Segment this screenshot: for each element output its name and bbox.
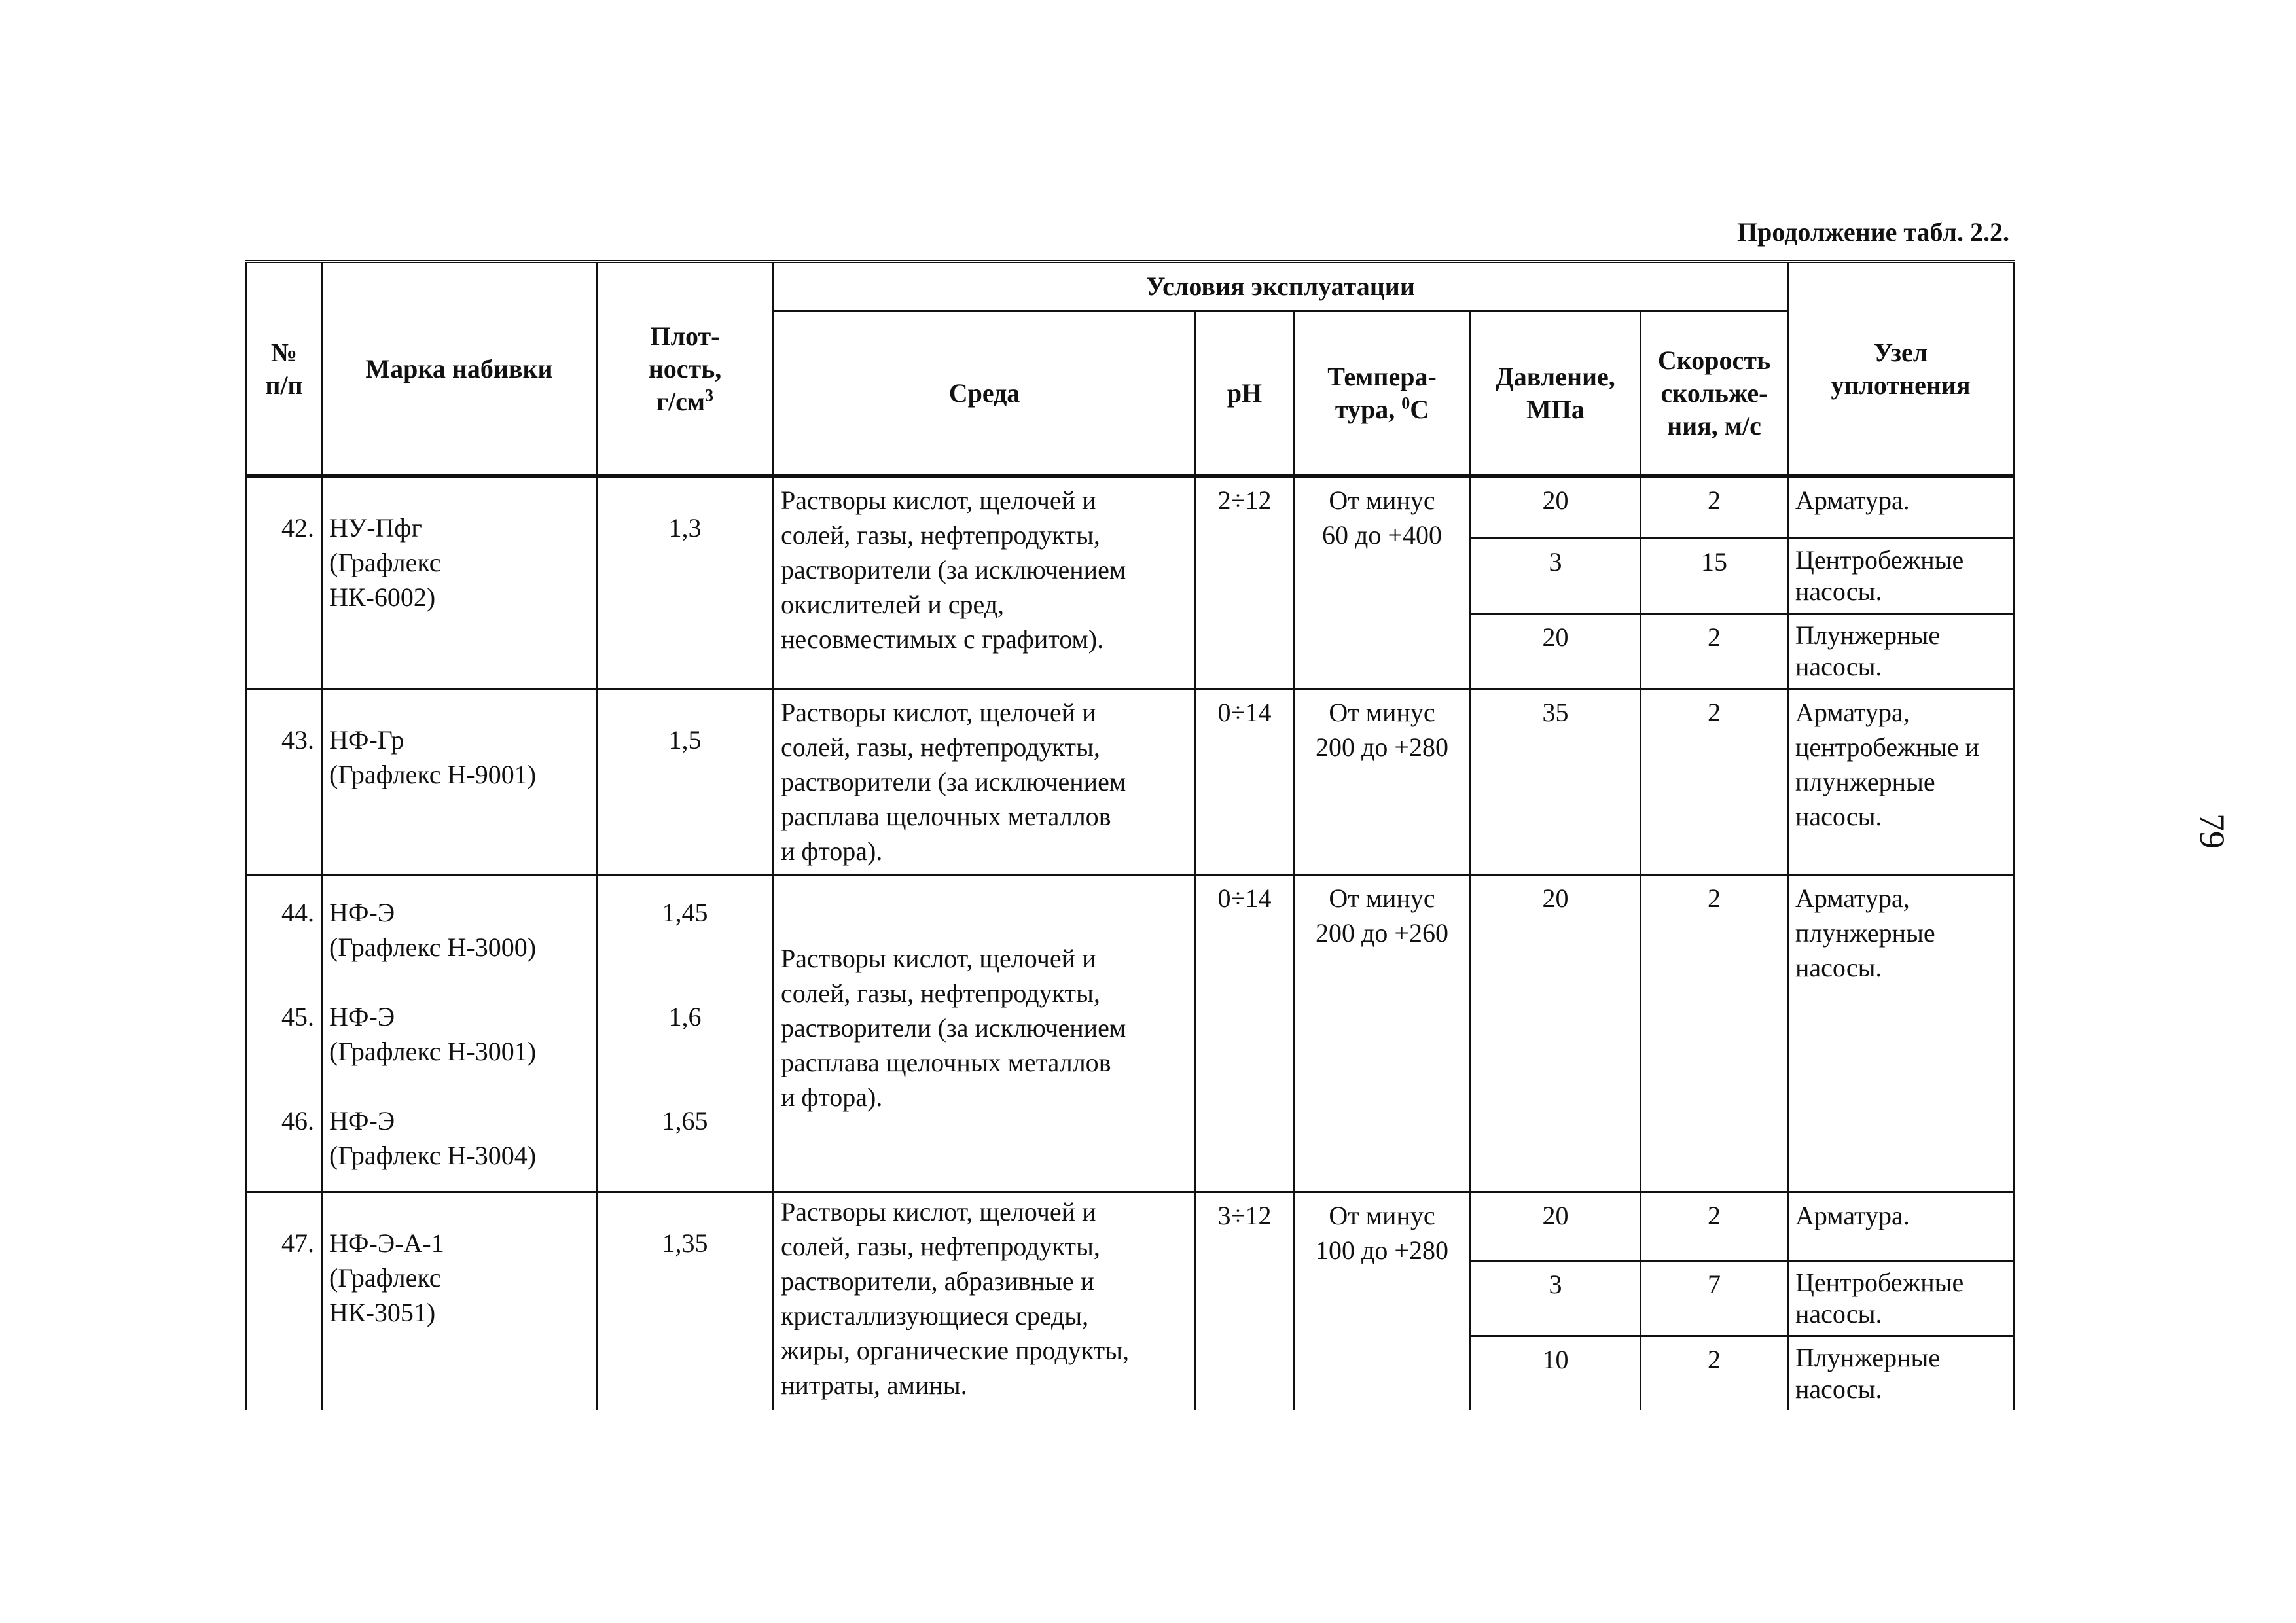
row-ph: 0÷14 xyxy=(1196,689,1294,875)
row-speed: 2 xyxy=(1641,476,1788,539)
table-row xyxy=(247,476,2014,539)
row-brand: НФ-Гр (Графлекс Н-9001) xyxy=(322,689,597,875)
row-node: Арматура, центробежные и плунжерные насосы. xyxy=(1788,689,2014,875)
table-caption: Продолжение табл. 2.2. xyxy=(1736,217,2009,247)
header-brand: Марка набивки xyxy=(322,262,597,476)
row-node: Арматура. xyxy=(1788,476,2014,539)
row-pressure: 20 xyxy=(1471,875,1641,1192)
row-temperature: От минус 200 до +260 xyxy=(1294,875,1471,1192)
header-conditions: Условия эксплуатации xyxy=(774,262,1788,312)
row-brand: НУ-Пфг (Графлекс НК-6002) xyxy=(322,476,597,689)
row-speed: 2 xyxy=(1641,1336,1788,1411)
row-node: Плунжерные насосы. xyxy=(1788,1336,2014,1411)
header-medium: Среда xyxy=(774,312,1196,476)
row-pressure: 10 xyxy=(1471,1336,1641,1411)
header-row-1 xyxy=(247,262,2014,312)
row-medium: Растворы кислот, щелочей и солей, газы, нефтепродукты, растворители (за исключением расплава щелочных металлов и фтора). xyxy=(774,689,1196,875)
header-density: Плот- ность, $г/см^3$ xyxy=(597,262,774,476)
row-speed: 2 xyxy=(1641,689,1788,875)
row-node: Арматура, плунжерные насосы. xyxy=(1788,875,2014,1192)
row-ph: 0÷14 xyxy=(1196,875,1294,1192)
row-num: 47. xyxy=(247,1192,322,1411)
header-ph: pH xyxy=(1196,312,1294,476)
row-medium: Растворы кислот, щелочей и солей, газы, нефтепродукты, растворители (за исключением расплава щелочных металлов и фтора). xyxy=(774,875,1196,1192)
row-temperature: От минус 200 до +280 xyxy=(1294,689,1471,875)
row-brand: НФ-Э (Графлекс Н-3000) НФ-Э (Графлекс Н-3001) НФ-Э (Графлекс Н-3004) xyxy=(322,875,597,1192)
row-density: 1,5 xyxy=(597,689,774,875)
page-number: 79 xyxy=(2193,813,2232,849)
row-density: 1,45 1,6 1,65 xyxy=(597,875,774,1192)
table-row xyxy=(247,875,2014,1192)
row-pressure: 3 xyxy=(1471,539,1641,614)
row-pressure: 3 xyxy=(1471,1261,1641,1336)
row-num: 43. xyxy=(247,689,322,875)
table-row xyxy=(247,1192,2014,1261)
row-speed: 2 xyxy=(1641,875,1788,1192)
header-pressure: Давление, МПа xyxy=(1471,312,1641,476)
row-pressure: 20 xyxy=(1471,1192,1641,1261)
header-speed: Скорость скольже- ния, м/с xyxy=(1641,312,1788,476)
row-speed: 15 xyxy=(1641,539,1788,614)
row-node: Центробежные насосы. xyxy=(1788,539,2014,614)
row-temperature: От минус 60 до +400 xyxy=(1294,476,1471,689)
header-temperature: Темпера- тура, $^0$С xyxy=(1294,312,1471,476)
table-row xyxy=(247,689,2014,875)
row-node: Плунжерные насосы. xyxy=(1788,614,2014,689)
row-speed: 2 xyxy=(1641,614,1788,689)
header-node: Узел уплотнения xyxy=(1788,262,2014,476)
row-pressure: 20 xyxy=(1471,476,1641,539)
row-ph: 3÷12 xyxy=(1196,1192,1294,1411)
row-density: 1,3 xyxy=(597,476,774,689)
row-num: 44. 45. 46. xyxy=(247,875,322,1192)
row-speed: 2 xyxy=(1641,1192,1788,1261)
row-medium: Растворы кислот, щелочей и солей, газы, нефтепродукты, растворители (за исключением окислителей и сред, несовместимых с графитом). xyxy=(774,476,1196,689)
row-temperature: От минус 100 до +280 xyxy=(1294,1192,1471,1411)
row-speed: 7 xyxy=(1641,1261,1788,1336)
row-num: 42. xyxy=(247,476,322,689)
row-ph: 2÷12 xyxy=(1196,476,1294,689)
row-pressure: 20 xyxy=(1471,614,1641,689)
row-density: 1,35 xyxy=(597,1192,774,1411)
packing-table xyxy=(245,260,2015,1410)
row-node: Арматура. xyxy=(1788,1192,2014,1261)
row-pressure: 35 xyxy=(1471,689,1641,875)
row-medium: Растворы кислот, щелочей и солей, газы, нефтепродукты, растворители, абразивные и кристаллизующиеся среды, жиры, органические продукты, нитраты, амины. xyxy=(774,1192,1196,1411)
header-num: № п/п xyxy=(247,262,322,476)
row-brand: НФ-Э-А-1 (Графлекс НК-3051) xyxy=(322,1192,597,1411)
row-node: Центробежные насосы. xyxy=(1788,1261,2014,1336)
